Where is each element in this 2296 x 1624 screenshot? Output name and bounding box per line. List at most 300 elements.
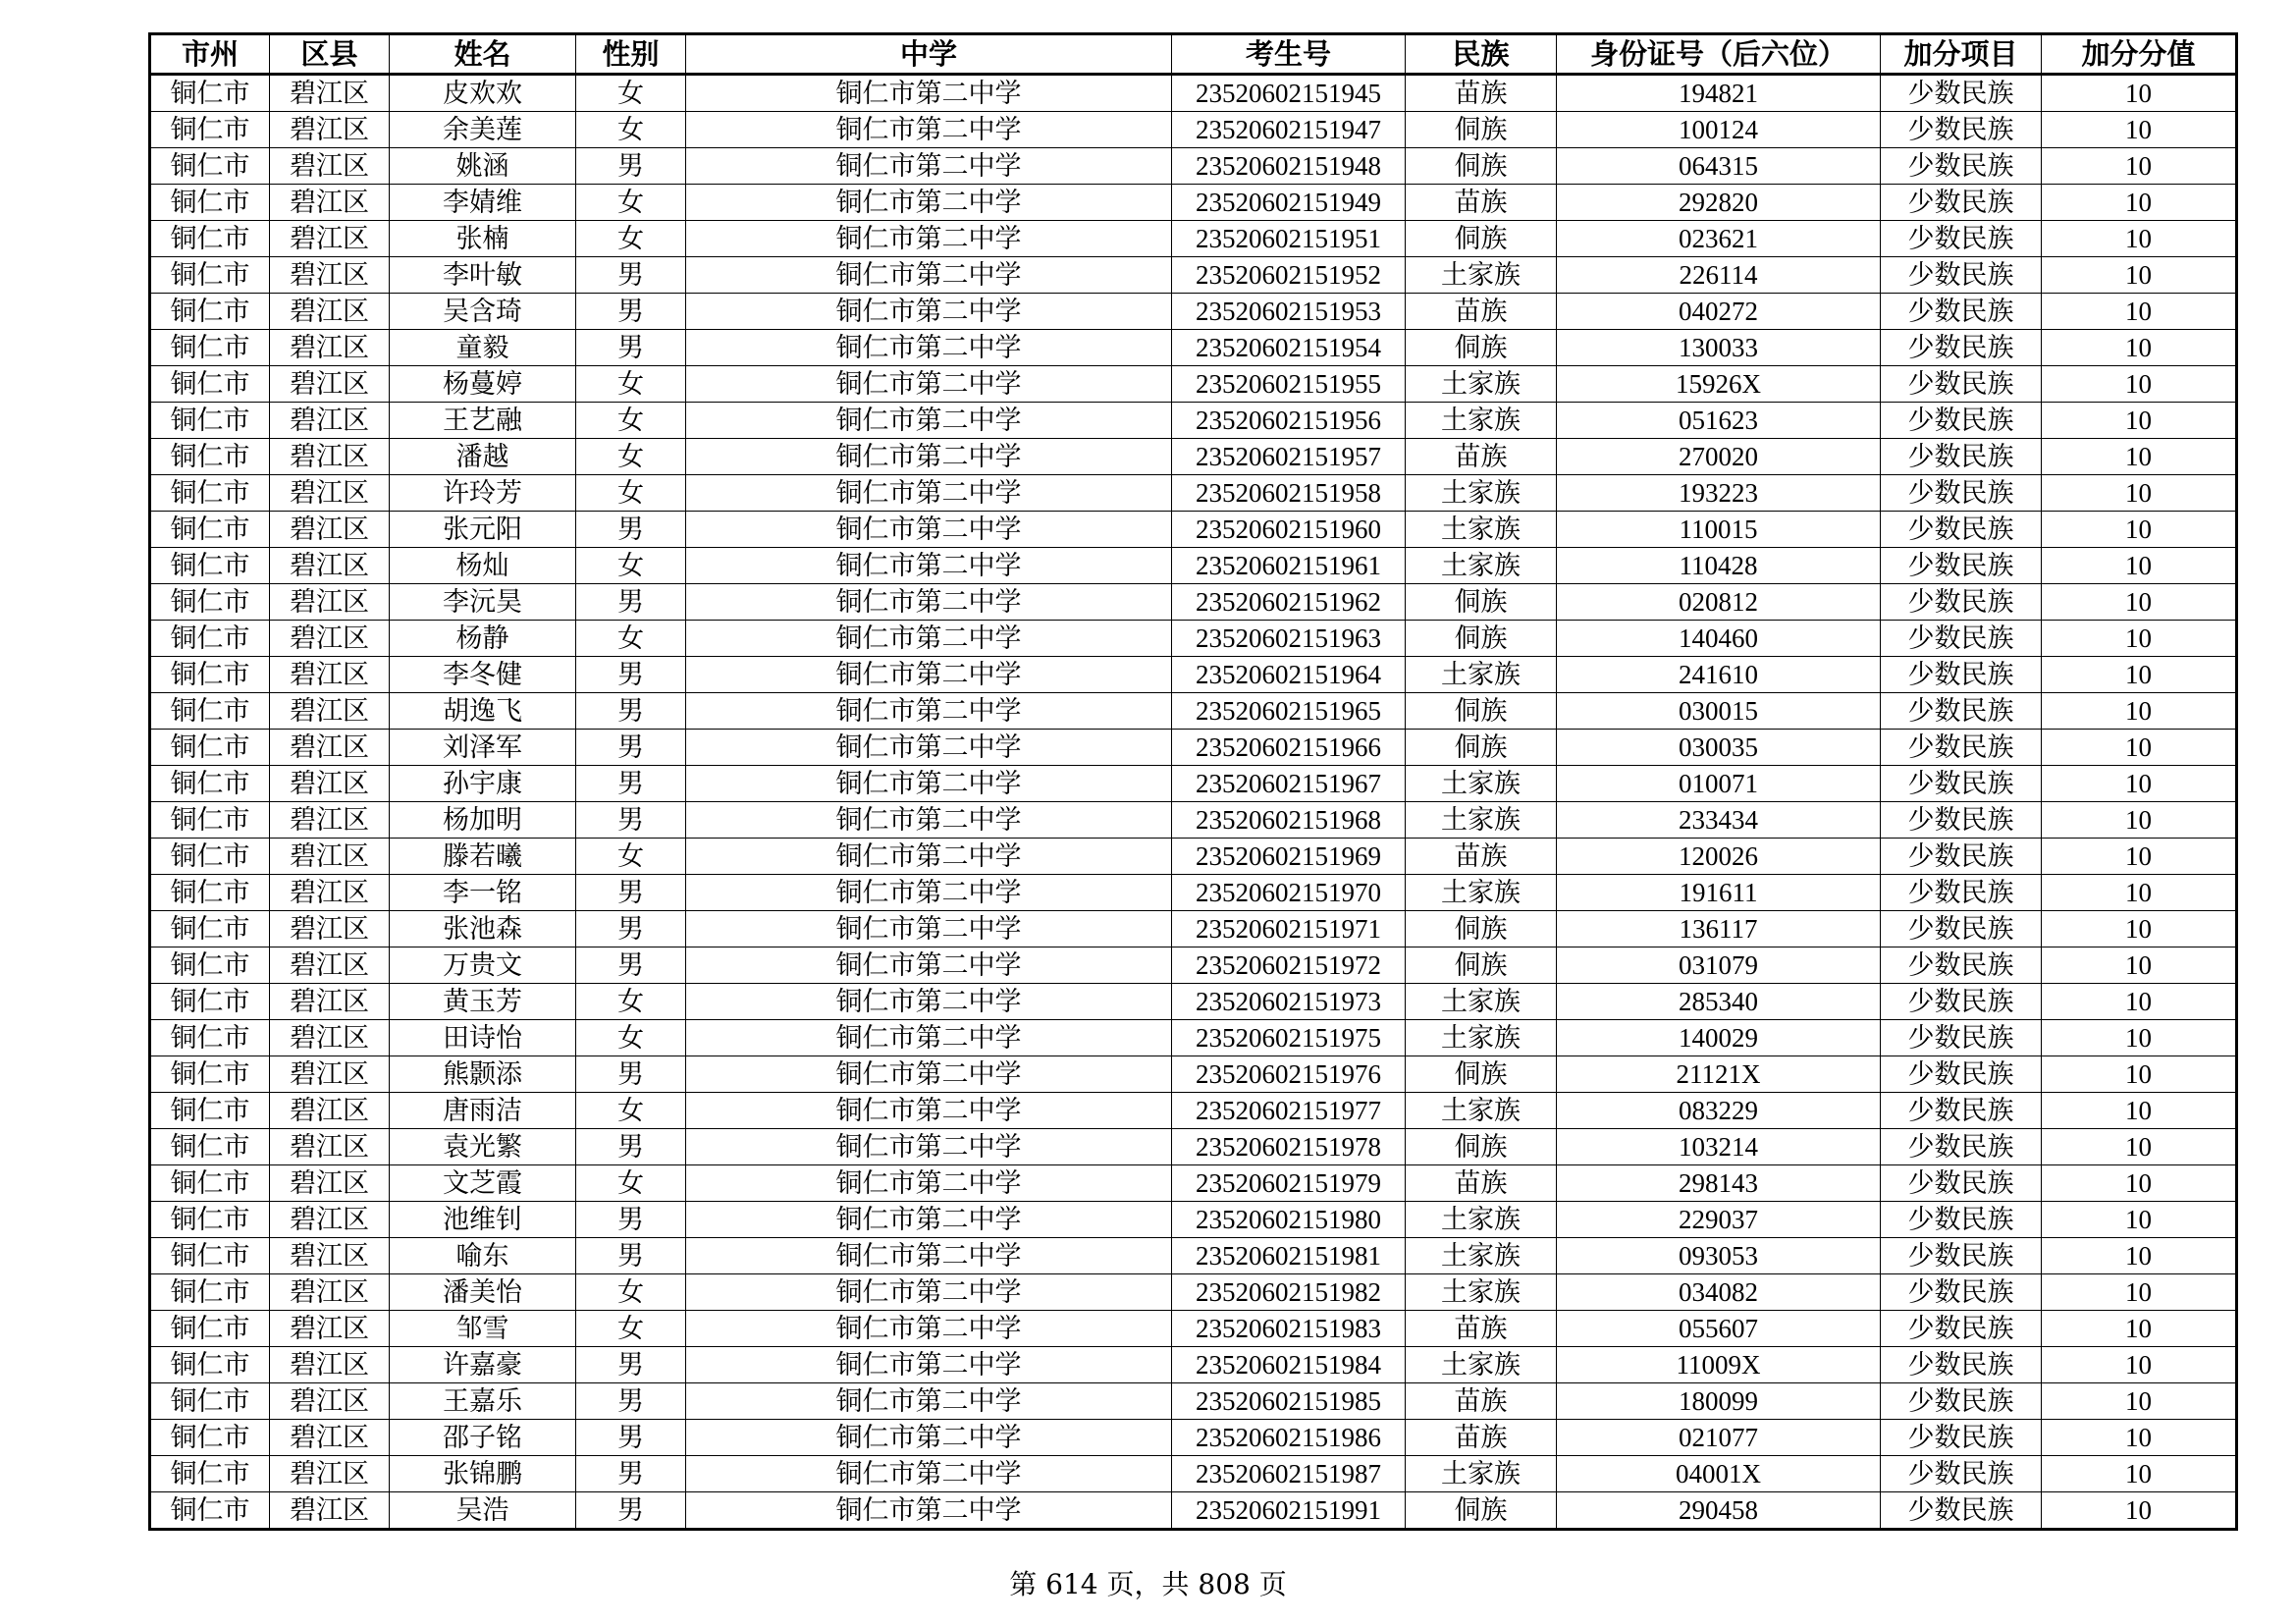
cell-bonus-points: 10 xyxy=(2042,1165,2237,1202)
cell-gender: 男 xyxy=(576,875,686,911)
cell-candidate-number: 23520602151980 xyxy=(1172,1202,1406,1238)
cell-bonus-item: 少数民族 xyxy=(1881,839,2042,875)
cell-bonus-points: 10 xyxy=(2042,403,2237,439)
cell-city: 铜仁市 xyxy=(150,403,270,439)
cell-bonus-points: 10 xyxy=(2042,75,2237,112)
cell-candidate-number: 23520602151949 xyxy=(1172,185,1406,221)
cell-district: 碧江区 xyxy=(270,693,390,730)
cell-ethnicity: 土家族 xyxy=(1406,1347,1557,1383)
cell-bonus-points: 10 xyxy=(2042,366,2237,403)
cell-school: 铜仁市第二中学 xyxy=(686,1165,1172,1202)
cell-gender: 男 xyxy=(576,1492,686,1530)
cell-gender: 女 xyxy=(576,75,686,112)
cell-candidate-number: 23520602151977 xyxy=(1172,1093,1406,1129)
cell-ethnicity: 苗族 xyxy=(1406,1420,1557,1456)
cell-name: 胡逸飞 xyxy=(390,693,576,730)
cell-ethnicity: 土家族 xyxy=(1406,1020,1557,1056)
cell-district: 碧江区 xyxy=(270,1420,390,1456)
cell-gender: 女 xyxy=(576,548,686,584)
cell-bonus-item: 少数民族 xyxy=(1881,1056,2042,1093)
cell-city: 铜仁市 xyxy=(150,621,270,657)
cell-id-last-six: 136117 xyxy=(1557,911,1881,947)
cell-name: 杨蔓婷 xyxy=(390,366,576,403)
cell-district: 碧江区 xyxy=(270,911,390,947)
table-row xyxy=(150,1093,2237,1129)
cell-id-last-six: 023621 xyxy=(1557,221,1881,257)
cell-bonus-points: 10 xyxy=(2042,294,2237,330)
table-row xyxy=(150,512,2237,548)
cell-bonus-points: 10 xyxy=(2042,584,2237,621)
cell-candidate-number: 23520602151961 xyxy=(1172,548,1406,584)
cell-bonus-points: 10 xyxy=(2042,839,2237,875)
cell-school: 铜仁市第二中学 xyxy=(686,294,1172,330)
cell-name: 潘美怡 xyxy=(390,1274,576,1311)
table-row xyxy=(150,621,2237,657)
cell-gender: 男 xyxy=(576,257,686,294)
cell-id-last-six: 04001X xyxy=(1557,1456,1881,1492)
cell-city: 铜仁市 xyxy=(150,1274,270,1311)
cell-bonus-item: 少数民族 xyxy=(1881,1420,2042,1456)
cell-gender: 女 xyxy=(576,475,686,512)
cell-name: 刘泽军 xyxy=(390,730,576,766)
cell-bonus-points: 10 xyxy=(2042,330,2237,366)
cell-name: 许嘉豪 xyxy=(390,1347,576,1383)
cell-ethnicity: 侗族 xyxy=(1406,1056,1557,1093)
cell-bonus-points: 10 xyxy=(2042,657,2237,693)
cell-name: 余美莲 xyxy=(390,112,576,148)
cell-school: 铜仁市第二中学 xyxy=(686,366,1172,403)
cell-city: 铜仁市 xyxy=(150,1492,270,1530)
cell-bonus-item: 少数民族 xyxy=(1881,548,2042,584)
cell-school: 铜仁市第二中学 xyxy=(686,584,1172,621)
cell-id-last-six: 055607 xyxy=(1557,1311,1881,1347)
cell-candidate-number: 23520602151971 xyxy=(1172,911,1406,947)
cell-school: 铜仁市第二中学 xyxy=(686,403,1172,439)
table-row xyxy=(150,1274,2237,1311)
table-row xyxy=(150,1020,2237,1056)
cell-school: 铜仁市第二中学 xyxy=(686,839,1172,875)
column-header-city: 市州 xyxy=(150,34,270,75)
cell-candidate-number: 23520602151991 xyxy=(1172,1492,1406,1530)
cell-school: 铜仁市第二中学 xyxy=(686,1456,1172,1492)
cell-ethnicity: 侗族 xyxy=(1406,1129,1557,1165)
column-header-ethnicity: 民族 xyxy=(1406,34,1557,75)
column-header-name: 姓名 xyxy=(390,34,576,75)
cell-gender: 男 xyxy=(576,1420,686,1456)
cell-school: 铜仁市第二中学 xyxy=(686,1420,1172,1456)
cell-bonus-item: 少数民族 xyxy=(1881,584,2042,621)
cell-gender: 男 xyxy=(576,693,686,730)
cell-city: 铜仁市 xyxy=(150,1202,270,1238)
cell-gender: 男 xyxy=(576,330,686,366)
cell-gender: 女 xyxy=(576,1020,686,1056)
cell-id-last-six: 110428 xyxy=(1557,548,1881,584)
column-header-school: 中学 xyxy=(686,34,1172,75)
cell-ethnicity: 侗族 xyxy=(1406,112,1557,148)
cell-bonus-points: 10 xyxy=(2042,1020,2237,1056)
cell-id-last-six: 103214 xyxy=(1557,1129,1881,1165)
cell-bonus-points: 10 xyxy=(2042,947,2237,984)
cell-id-last-six: 030035 xyxy=(1557,730,1881,766)
cell-bonus-item: 少数民族 xyxy=(1881,947,2042,984)
cell-gender: 男 xyxy=(576,1383,686,1420)
cell-district: 碧江区 xyxy=(270,766,390,802)
cell-bonus-points: 10 xyxy=(2042,439,2237,475)
cell-name: 王艺融 xyxy=(390,403,576,439)
cell-bonus-item: 少数民族 xyxy=(1881,294,2042,330)
cell-district: 碧江区 xyxy=(270,1456,390,1492)
table-row xyxy=(150,148,2237,185)
cell-candidate-number: 23520602151983 xyxy=(1172,1311,1406,1347)
cell-district: 碧江区 xyxy=(270,984,390,1020)
cell-id-last-six: 11009X xyxy=(1557,1347,1881,1383)
cell-id-last-six: 010071 xyxy=(1557,766,1881,802)
cell-candidate-number: 23520602151972 xyxy=(1172,947,1406,984)
cell-candidate-number: 23520602151955 xyxy=(1172,366,1406,403)
cell-name: 张楠 xyxy=(390,221,576,257)
cell-bonus-points: 10 xyxy=(2042,802,2237,839)
cell-ethnicity: 苗族 xyxy=(1406,839,1557,875)
cell-school: 铜仁市第二中学 xyxy=(686,1311,1172,1347)
cell-bonus-points: 10 xyxy=(2042,221,2237,257)
cell-ethnicity: 侗族 xyxy=(1406,148,1557,185)
cell-gender: 男 xyxy=(576,1129,686,1165)
cell-candidate-number: 23520602151973 xyxy=(1172,984,1406,1020)
cell-ethnicity: 土家族 xyxy=(1406,1274,1557,1311)
cell-city: 铜仁市 xyxy=(150,802,270,839)
cell-district: 碧江区 xyxy=(270,1311,390,1347)
cell-gender: 女 xyxy=(576,403,686,439)
cell-bonus-item: 少数民族 xyxy=(1881,1383,2042,1420)
cell-bonus-item: 少数民族 xyxy=(1881,693,2042,730)
cell-ethnicity: 苗族 xyxy=(1406,185,1557,221)
cell-name: 张池森 xyxy=(390,911,576,947)
cell-ethnicity: 侗族 xyxy=(1406,1492,1557,1530)
cell-name: 杨灿 xyxy=(390,548,576,584)
cell-id-last-six: 110015 xyxy=(1557,512,1881,548)
cell-school: 铜仁市第二中学 xyxy=(686,1020,1172,1056)
cell-name: 滕若曦 xyxy=(390,839,576,875)
cell-district: 碧江区 xyxy=(270,1274,390,1311)
cell-ethnicity: 苗族 xyxy=(1406,439,1557,475)
table-row xyxy=(150,221,2237,257)
cell-candidate-number: 23520602151953 xyxy=(1172,294,1406,330)
cell-id-last-six: 21121X xyxy=(1557,1056,1881,1093)
table-row xyxy=(150,693,2237,730)
cell-school: 铜仁市第二中学 xyxy=(686,875,1172,911)
student-bonus-table xyxy=(148,32,2238,1531)
table-row xyxy=(150,1311,2237,1347)
cell-city: 铜仁市 xyxy=(150,1129,270,1165)
cell-candidate-number: 23520602151975 xyxy=(1172,1020,1406,1056)
cell-bonus-item: 少数民族 xyxy=(1881,257,2042,294)
cell-name: 童毅 xyxy=(390,330,576,366)
cell-name: 熊颢添 xyxy=(390,1056,576,1093)
cell-district: 碧江区 xyxy=(270,1129,390,1165)
cell-district: 碧江区 xyxy=(270,1165,390,1202)
cell-id-last-six: 292820 xyxy=(1557,185,1881,221)
cell-district: 碧江区 xyxy=(270,1347,390,1383)
cell-id-last-six: 051623 xyxy=(1557,403,1881,439)
cell-school: 铜仁市第二中学 xyxy=(686,766,1172,802)
cell-ethnicity: 土家族 xyxy=(1406,984,1557,1020)
cell-bonus-item: 少数民族 xyxy=(1881,730,2042,766)
cell-district: 碧江区 xyxy=(270,185,390,221)
cell-gender: 男 xyxy=(576,657,686,693)
cell-bonus-item: 少数民族 xyxy=(1881,1020,2042,1056)
cell-bonus-points: 10 xyxy=(2042,1492,2237,1530)
cell-gender: 男 xyxy=(576,294,686,330)
cell-bonus-item: 少数民族 xyxy=(1881,512,2042,548)
cell-bonus-points: 10 xyxy=(2042,1056,2237,1093)
cell-bonus-item: 少数民族 xyxy=(1881,1274,2042,1311)
cell-gender: 男 xyxy=(576,584,686,621)
cell-gender: 女 xyxy=(576,185,686,221)
cell-bonus-points: 10 xyxy=(2042,1238,2237,1274)
cell-bonus-points: 10 xyxy=(2042,766,2237,802)
table-row xyxy=(150,257,2237,294)
cell-ethnicity: 侗族 xyxy=(1406,730,1557,766)
cell-candidate-number: 23520602151970 xyxy=(1172,875,1406,911)
cell-city: 铜仁市 xyxy=(150,875,270,911)
cell-school: 铜仁市第二中学 xyxy=(686,1347,1172,1383)
cell-district: 碧江区 xyxy=(270,657,390,693)
header-row xyxy=(150,34,2237,75)
cell-name: 王嘉乐 xyxy=(390,1383,576,1420)
cell-school: 铜仁市第二中学 xyxy=(686,730,1172,766)
table-row xyxy=(150,403,2237,439)
cell-gender: 女 xyxy=(576,1093,686,1129)
cell-school: 铜仁市第二中学 xyxy=(686,512,1172,548)
cell-district: 碧江区 xyxy=(270,1202,390,1238)
cell-district: 碧江区 xyxy=(270,403,390,439)
cell-gender: 男 xyxy=(576,947,686,984)
cell-candidate-number: 23520602151985 xyxy=(1172,1383,1406,1420)
cell-bonus-points: 10 xyxy=(2042,693,2237,730)
cell-id-last-six: 298143 xyxy=(1557,1165,1881,1202)
cell-district: 碧江区 xyxy=(270,730,390,766)
cell-gender: 男 xyxy=(576,766,686,802)
cell-name: 李一铭 xyxy=(390,875,576,911)
cell-gender: 女 xyxy=(576,439,686,475)
cell-id-last-six: 034082 xyxy=(1557,1274,1881,1311)
cell-bonus-points: 10 xyxy=(2042,112,2237,148)
cell-ethnicity: 土家族 xyxy=(1406,475,1557,512)
cell-city: 铜仁市 xyxy=(150,439,270,475)
table-row xyxy=(150,75,2237,112)
table-row xyxy=(150,839,2237,875)
cell-school: 铜仁市第二中学 xyxy=(686,1093,1172,1129)
cell-school: 铜仁市第二中学 xyxy=(686,621,1172,657)
cell-city: 铜仁市 xyxy=(150,1311,270,1347)
cell-id-last-six: 031079 xyxy=(1557,947,1881,984)
cell-school: 铜仁市第二中学 xyxy=(686,1202,1172,1238)
cell-bonus-item: 少数民族 xyxy=(1881,221,2042,257)
cell-city: 铜仁市 xyxy=(150,693,270,730)
cell-candidate-number: 23520602151982 xyxy=(1172,1274,1406,1311)
cell-ethnicity: 苗族 xyxy=(1406,294,1557,330)
cell-school: 铜仁市第二中学 xyxy=(686,257,1172,294)
cell-district: 碧江区 xyxy=(270,366,390,403)
cell-city: 铜仁市 xyxy=(150,512,270,548)
cell-school: 铜仁市第二中学 xyxy=(686,947,1172,984)
cell-district: 碧江区 xyxy=(270,584,390,621)
cell-bonus-points: 10 xyxy=(2042,1129,2237,1165)
cell-school: 铜仁市第二中学 xyxy=(686,1129,1172,1165)
cell-bonus-points: 10 xyxy=(2042,148,2237,185)
cell-city: 铜仁市 xyxy=(150,75,270,112)
cell-id-last-six: 064315 xyxy=(1557,148,1881,185)
cell-city: 铜仁市 xyxy=(150,1420,270,1456)
cell-district: 碧江区 xyxy=(270,1238,390,1274)
cell-school: 铜仁市第二中学 xyxy=(686,984,1172,1020)
table-row xyxy=(150,584,2237,621)
cell-city: 铜仁市 xyxy=(150,1093,270,1129)
cell-id-last-six: 030015 xyxy=(1557,693,1881,730)
cell-bonus-item: 少数民族 xyxy=(1881,766,2042,802)
cell-city: 铜仁市 xyxy=(150,1020,270,1056)
cell-id-last-six: 290458 xyxy=(1557,1492,1881,1530)
cell-id-last-six: 140029 xyxy=(1557,1020,1881,1056)
cell-city: 铜仁市 xyxy=(150,911,270,947)
cell-gender: 男 xyxy=(576,148,686,185)
cell-ethnicity: 侗族 xyxy=(1406,221,1557,257)
cell-bonus-item: 少数民族 xyxy=(1881,1492,2042,1530)
cell-id-last-six: 229037 xyxy=(1557,1202,1881,1238)
cell-candidate-number: 23520602151945 xyxy=(1172,75,1406,112)
cell-ethnicity: 苗族 xyxy=(1406,1311,1557,1347)
cell-id-last-six: 194821 xyxy=(1557,75,1881,112)
cell-bonus-item: 少数民族 xyxy=(1881,875,2042,911)
cell-name: 姚涵 xyxy=(390,148,576,185)
cell-candidate-number: 23520602151979 xyxy=(1172,1165,1406,1202)
cell-gender: 男 xyxy=(576,1347,686,1383)
cell-city: 铜仁市 xyxy=(150,1165,270,1202)
cell-id-last-six: 233434 xyxy=(1557,802,1881,839)
cell-bonus-item: 少数民族 xyxy=(1881,1165,2042,1202)
cell-candidate-number: 23520602151954 xyxy=(1172,330,1406,366)
cell-candidate-number: 23520602151957 xyxy=(1172,439,1406,475)
cell-id-last-six: 021077 xyxy=(1557,1420,1881,1456)
cell-school: 铜仁市第二中学 xyxy=(686,693,1172,730)
table-row xyxy=(150,947,2237,984)
cell-candidate-number: 23520602151963 xyxy=(1172,621,1406,657)
cell-district: 碧江区 xyxy=(270,257,390,294)
cell-bonus-item: 少数民族 xyxy=(1881,657,2042,693)
cell-candidate-number: 23520602151947 xyxy=(1172,112,1406,148)
cell-school: 铜仁市第二中学 xyxy=(686,1056,1172,1093)
cell-name: 李婧维 xyxy=(390,185,576,221)
cell-city: 铜仁市 xyxy=(150,257,270,294)
cell-gender: 女 xyxy=(576,112,686,148)
cell-school: 铜仁市第二中学 xyxy=(686,657,1172,693)
cell-bonus-item: 少数民族 xyxy=(1881,621,2042,657)
cell-school: 铜仁市第二中学 xyxy=(686,475,1172,512)
table-row xyxy=(150,112,2237,148)
cell-bonus-points: 10 xyxy=(2042,1093,2237,1129)
table-row xyxy=(150,1492,2237,1530)
cell-city: 铜仁市 xyxy=(150,330,270,366)
cell-id-last-six: 093053 xyxy=(1557,1238,1881,1274)
cell-candidate-number: 23520602151951 xyxy=(1172,221,1406,257)
cell-city: 铜仁市 xyxy=(150,657,270,693)
cell-ethnicity: 苗族 xyxy=(1406,75,1557,112)
table-row xyxy=(150,439,2237,475)
column-header-bonus-item: 加分项目 xyxy=(1881,34,2042,75)
cell-bonus-item: 少数民族 xyxy=(1881,148,2042,185)
table-row xyxy=(150,294,2237,330)
cell-name: 孙宇康 xyxy=(390,766,576,802)
cell-candidate-number: 23520602151952 xyxy=(1172,257,1406,294)
column-header-bonus-points: 加分分值 xyxy=(2042,34,2237,75)
cell-bonus-points: 10 xyxy=(2042,185,2237,221)
cell-city: 铜仁市 xyxy=(150,548,270,584)
cell-id-last-six: 15926X xyxy=(1557,366,1881,403)
cell-ethnicity: 土家族 xyxy=(1406,1238,1557,1274)
cell-district: 碧江区 xyxy=(270,75,390,112)
cell-name: 许玲芳 xyxy=(390,475,576,512)
table-row xyxy=(150,548,2237,584)
cell-bonus-points: 10 xyxy=(2042,475,2237,512)
cell-school: 铜仁市第二中学 xyxy=(686,112,1172,148)
cell-gender: 女 xyxy=(576,621,686,657)
cell-bonus-points: 10 xyxy=(2042,1311,2237,1347)
cell-ethnicity: 苗族 xyxy=(1406,1165,1557,1202)
cell-name: 文芝霞 xyxy=(390,1165,576,1202)
cell-district: 碧江区 xyxy=(270,621,390,657)
cell-candidate-number: 23520602151948 xyxy=(1172,148,1406,185)
cell-district: 碧江区 xyxy=(270,839,390,875)
column-header-gender: 性别 xyxy=(576,34,686,75)
cell-bonus-points: 10 xyxy=(2042,1202,2237,1238)
cell-candidate-number: 23520602151966 xyxy=(1172,730,1406,766)
cell-bonus-points: 10 xyxy=(2042,875,2237,911)
cell-ethnicity: 侗族 xyxy=(1406,621,1557,657)
cell-bonus-item: 少数民族 xyxy=(1881,75,2042,112)
cell-gender: 男 xyxy=(576,802,686,839)
cell-gender: 女 xyxy=(576,1311,686,1347)
cell-district: 碧江区 xyxy=(270,548,390,584)
cell-bonus-points: 10 xyxy=(2042,984,2237,1020)
cell-name: 杨静 xyxy=(390,621,576,657)
table-header xyxy=(150,34,2237,75)
cell-bonus-item: 少数民族 xyxy=(1881,1129,2042,1165)
cell-name: 袁光繁 xyxy=(390,1129,576,1165)
cell-school: 铜仁市第二中学 xyxy=(686,1383,1172,1420)
cell-gender: 女 xyxy=(576,1274,686,1311)
cell-ethnicity: 土家族 xyxy=(1406,366,1557,403)
table-row xyxy=(150,802,2237,839)
table-row xyxy=(150,1056,2237,1093)
cell-district: 碧江区 xyxy=(270,221,390,257)
cell-candidate-number: 23520602151967 xyxy=(1172,766,1406,802)
cell-city: 铜仁市 xyxy=(150,1056,270,1093)
cell-district: 碧江区 xyxy=(270,439,390,475)
cell-gender: 男 xyxy=(576,1056,686,1093)
cell-candidate-number: 23520602151976 xyxy=(1172,1056,1406,1093)
table-row xyxy=(150,766,2237,802)
cell-gender: 女 xyxy=(576,366,686,403)
table-row xyxy=(150,911,2237,947)
table-row xyxy=(150,1420,2237,1456)
column-header-id-last-six: 身份证号（后六位） xyxy=(1557,34,1881,75)
cell-ethnicity: 土家族 xyxy=(1406,548,1557,584)
cell-candidate-number: 23520602151987 xyxy=(1172,1456,1406,1492)
cell-ethnicity: 土家族 xyxy=(1406,875,1557,911)
cell-id-last-six: 226114 xyxy=(1557,257,1881,294)
cell-district: 碧江区 xyxy=(270,330,390,366)
cell-city: 铜仁市 xyxy=(150,839,270,875)
